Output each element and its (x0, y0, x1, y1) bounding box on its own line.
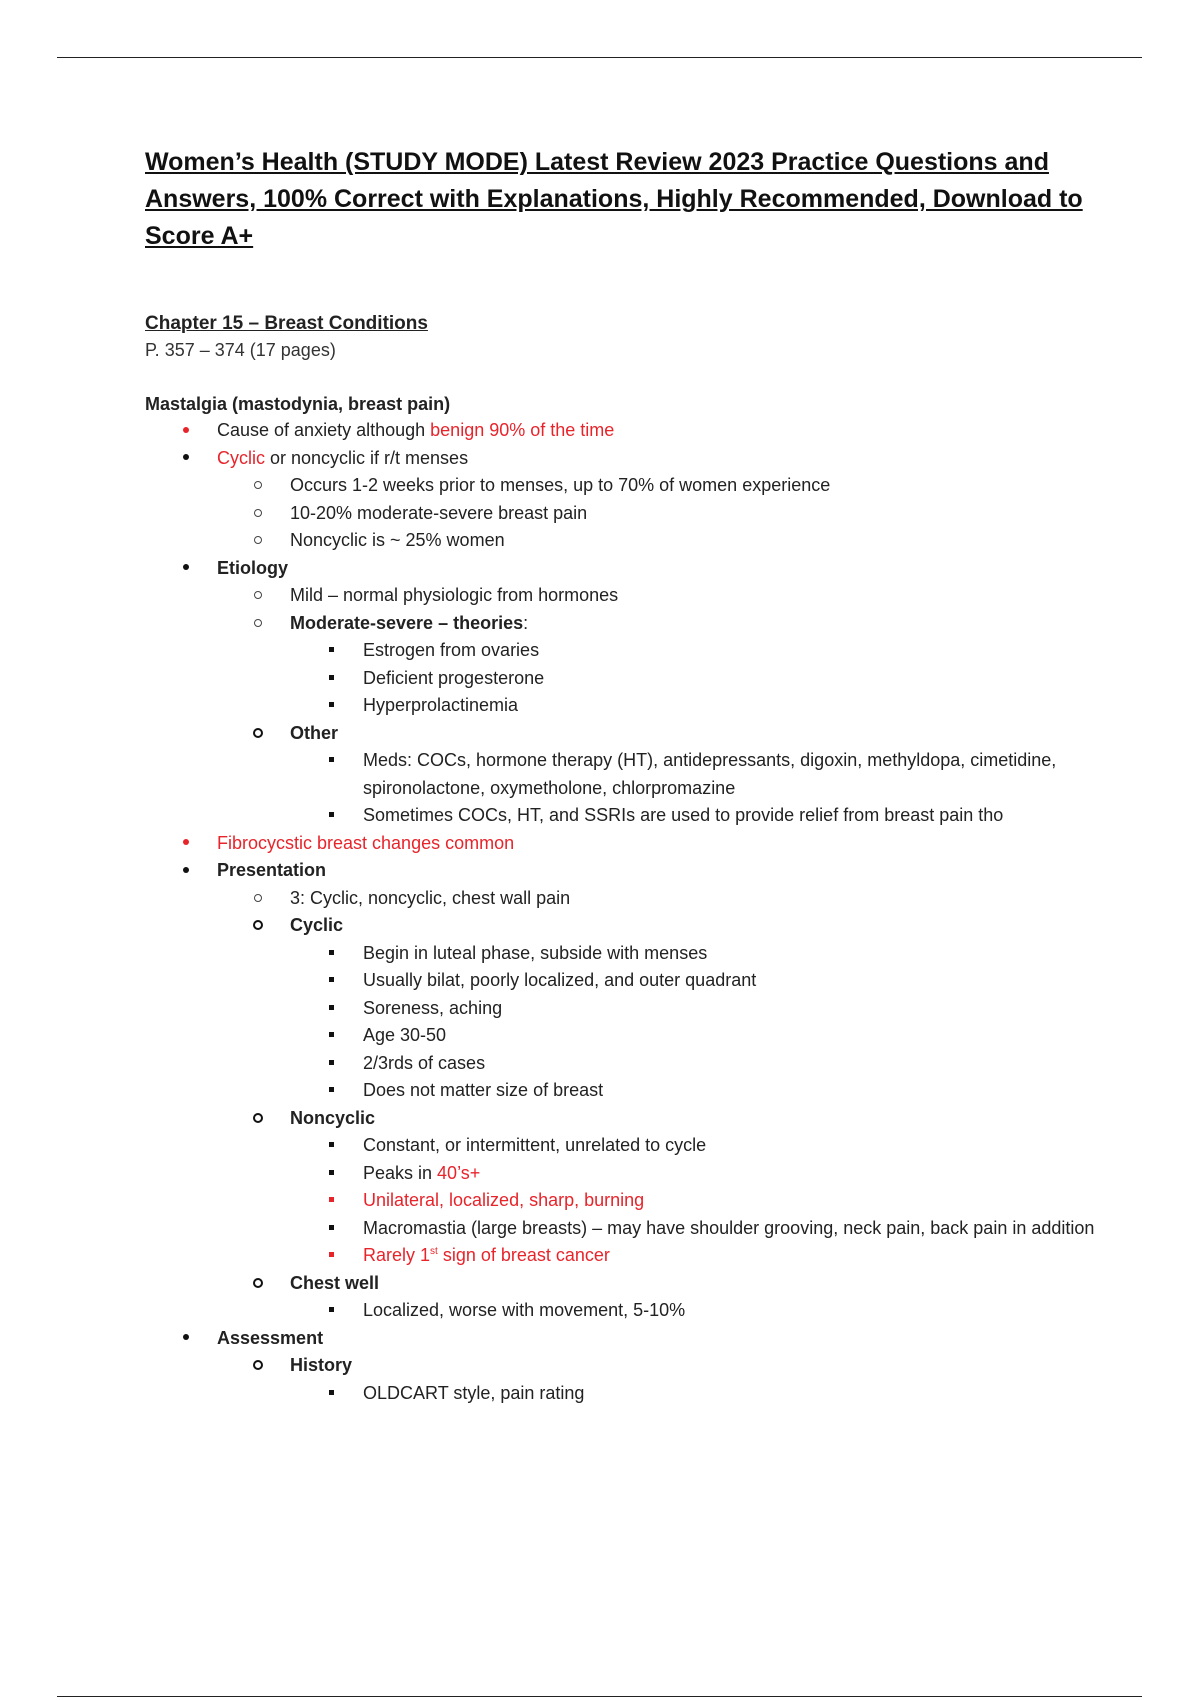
circle-bullet-icon (251, 527, 265, 555)
list-item: Other (145, 720, 1105, 748)
bold-circle-bullet-icon (251, 720, 265, 748)
red-square-bullet-icon (324, 1242, 338, 1270)
list-item: Etiology (145, 555, 1105, 583)
circle-bullet-icon (251, 885, 265, 913)
list-item: Sometimes COCs, HT, and SSRIs are used to provide relief from breast pain tho (145, 802, 1105, 830)
square-bullet-icon (324, 692, 338, 720)
list-item: Estrogen from ovaries (145, 637, 1105, 665)
list-item: Hyperprolactinemia (145, 692, 1105, 720)
list-item: Moderate-severe – theories: (145, 610, 1105, 638)
top-rule (57, 57, 1142, 58)
list-item: Presentation (145, 857, 1105, 885)
bold-circle-bullet-icon (251, 1270, 265, 1298)
list-item: Does not matter size of breast (145, 1077, 1105, 1105)
chapter-heading: Chapter 15 – Breast Conditions (145, 313, 428, 334)
document-body (145, 144, 1105, 1407)
square-bullet-icon (324, 967, 338, 995)
page-range: P. 357 – 374 (17 pages) (145, 340, 336, 360)
square-bullet-icon (324, 1022, 338, 1050)
circle-bullet-icon (251, 582, 265, 610)
list-item: Cyclic (145, 912, 1105, 940)
list-item: Soreness, aching (145, 995, 1105, 1023)
square-bullet-icon (324, 1050, 338, 1078)
list-item: Cyclic or noncyclic if r/t menses (145, 445, 1105, 473)
bullet-icon (179, 857, 193, 885)
list-item: Deficient progesterone (145, 665, 1105, 693)
list-item: Fibrocycstic breast changes common (145, 830, 1105, 858)
list-item: Rarely 1st sign of breast cancer (145, 1242, 1105, 1270)
list-item: Macromastia (large breasts) – may have shoulder grooving, neck pain, back pain in addition (145, 1215, 1105, 1243)
square-bullet-icon (324, 802, 338, 830)
circle-bullet-icon (251, 610, 265, 638)
circle-bullet-icon (251, 472, 265, 500)
bold-circle-bullet-icon (251, 1105, 265, 1133)
list-item: Unilateral, localized, sharp, burning (145, 1187, 1105, 1215)
circle-bullet-icon (251, 500, 265, 528)
square-bullet-icon (324, 1077, 338, 1105)
list-item: Peaks in 40’s+ (145, 1160, 1105, 1188)
bottom-rule (57, 1696, 1142, 1697)
red-square-bullet-icon (324, 1187, 338, 1215)
list-item: Assessment (145, 1325, 1105, 1353)
list-item: Cause of anxiety although benign 90% of the time (145, 417, 1105, 445)
list-item: 2/3rds of cases (145, 1050, 1105, 1078)
list-item: Mild – normal physiologic from hormones (145, 582, 1105, 610)
page-title: Women’s Health (STUDY MODE) Latest Review 2023 Practice Questions and Answers, 100% Correct with Explanations, Highly Recommended, Download to Score A+ (145, 148, 1083, 250)
list-item: Occurs 1-2 weeks prior to menses, up to 70% of women experience (145, 472, 1105, 500)
list-item: OLDCART style, pain rating (145, 1380, 1105, 1408)
bold-circle-bullet-icon (251, 912, 265, 940)
bullet-icon (179, 445, 193, 473)
list-item: Localized, worse with movement, 5-10% (145, 1297, 1105, 1325)
square-bullet-icon (324, 1160, 338, 1188)
square-bullet-icon (324, 995, 338, 1023)
square-bullet-icon (324, 1132, 338, 1160)
list-item: Chest well (145, 1270, 1105, 1298)
square-bullet-icon (324, 665, 338, 693)
square-bullet-icon (324, 940, 338, 968)
list-item: 10-20% moderate-severe breast pain (145, 500, 1105, 528)
square-bullet-icon (324, 1215, 338, 1243)
list-item: Noncyclic (145, 1105, 1105, 1133)
square-bullet-icon (324, 747, 338, 775)
list-item: 3: Cyclic, noncyclic, chest wall pain (145, 885, 1105, 913)
list-item: Noncyclic is ~ 25% women (145, 527, 1105, 555)
red-bullet-icon (179, 830, 193, 858)
list-item: History (145, 1352, 1105, 1380)
list-item: Meds: COCs, hormone therapy (HT), antidepressants, digoxin, methyldopa, cimetidine, spironolactone, oxymetholone, chlorpromazine (145, 747, 1105, 802)
outline-list (145, 417, 1105, 1407)
bold-circle-bullet-icon (251, 1352, 265, 1380)
square-bullet-icon (324, 637, 338, 665)
section-heading: Mastalgia (mastodynia, breast pain) (145, 394, 451, 414)
list-item: Age 30-50 (145, 1022, 1105, 1050)
bullet-icon (179, 1325, 193, 1353)
list-item: Constant, or intermittent, unrelated to cycle (145, 1132, 1105, 1160)
list-item: Begin in luteal phase, subside with menses (145, 940, 1105, 968)
red-bullet-icon (179, 417, 193, 445)
bullet-icon (179, 555, 193, 583)
square-bullet-icon (324, 1380, 338, 1408)
list-item: Usually bilat, poorly localized, and outer quadrant (145, 967, 1105, 995)
square-bullet-icon (324, 1297, 338, 1325)
